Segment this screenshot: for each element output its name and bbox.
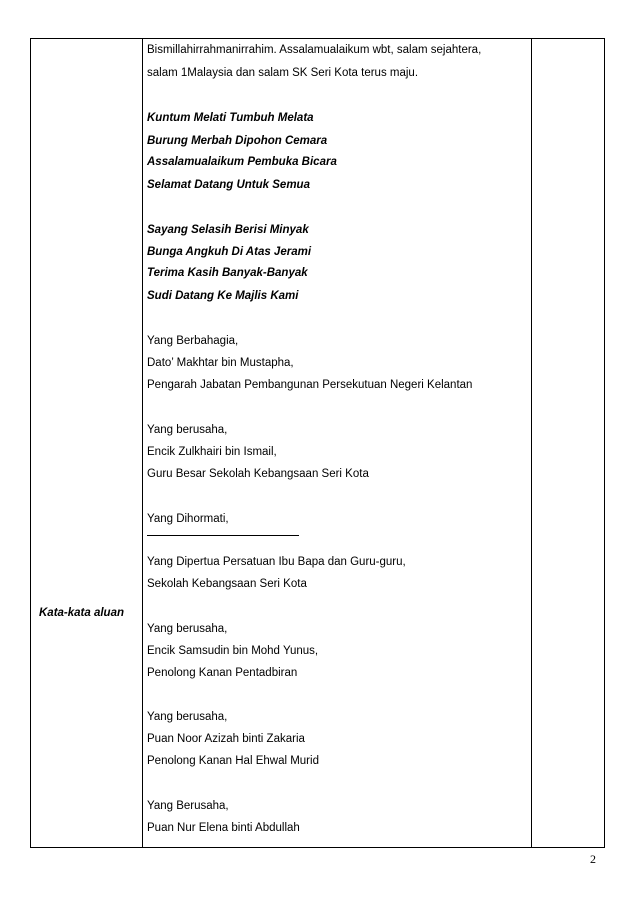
row-label: Kata-kata aluan [39, 607, 125, 619]
greeting-1-salutation: Yang Berbahagia, [147, 335, 239, 347]
greeting-4-title: Penolong Kanan Pentadbiran [147, 667, 298, 679]
pantun-1-line-1: Kuntum Melati Tumbuh Melata [147, 112, 314, 124]
pantun-1-line-3: Assalamualaikum Pembuka Bicara [147, 156, 337, 168]
greeting-3-salutation: Yang Dihormati, [147, 513, 229, 525]
page-number: 2 [590, 852, 596, 866]
pantun-1-line-2: Burung Merbah Dipohon Cemara [147, 135, 328, 147]
name-blank-line [147, 535, 299, 536]
column-divider-right [531, 39, 532, 847]
pantun-2-line-4: Sudi Datang Ke Majlis Kami [147, 290, 299, 302]
greeting-4-salutation: Yang berusaha, [147, 623, 228, 635]
greeting-1-title: Pengarah Jabatan Pembangunan Persekutuan Negeri Kelantan [147, 379, 473, 391]
greeting-3-title-2: Sekolah Kebangsaan Seri Kota [147, 578, 307, 590]
greeting-6-salutation: Yang Berusaha, [147, 800, 229, 812]
opening-line-2: salam 1Malaysia dan salam SK Seri Kota terus maju. [147, 67, 419, 79]
greeting-3-title: Yang Dipertua Persatuan Ibu Bapa dan Guru-guru, [147, 556, 406, 568]
greeting-1-name: Dato’ Makhtar bin Mustapha, [147, 357, 294, 369]
greeting-5-salutation: Yang berusaha, [147, 711, 228, 723]
greeting-4-name: Encik Samsudin bin Mohd Yunus, [147, 645, 319, 657]
pantun-1-line-4: Selamat Datang Untuk Semua [147, 179, 310, 191]
greeting-2-title: Guru Besar Sekolah Kebangsaan Seri Kota [147, 468, 369, 480]
greeting-2-name: Encik Zulkhairi bin Ismail, [147, 446, 277, 458]
pantun-2-line-2: Bunga Angkuh Di Atas Jerami [147, 246, 312, 258]
pantun-2-line-1: Sayang Selasih Berisi Minyak [147, 224, 309, 236]
opening-line-1: Bismillahirrahmanirrahim. Assalamualaikum wbt, salam sejahtera, [147, 44, 482, 56]
greeting-5-title: Penolong Kanan Hal Ehwal Murid [147, 755, 319, 767]
greeting-6-name: Puan Nur Elena binti Abdullah [147, 822, 300, 834]
pantun-2-line-3: Terima Kasih Banyak-Banyak [147, 267, 308, 279]
greeting-5-name: Puan Noor Azizah binti Zakaria [147, 733, 305, 745]
greeting-2-salutation: Yang berusaha, [147, 424, 228, 436]
column-divider-left [142, 39, 143, 847]
